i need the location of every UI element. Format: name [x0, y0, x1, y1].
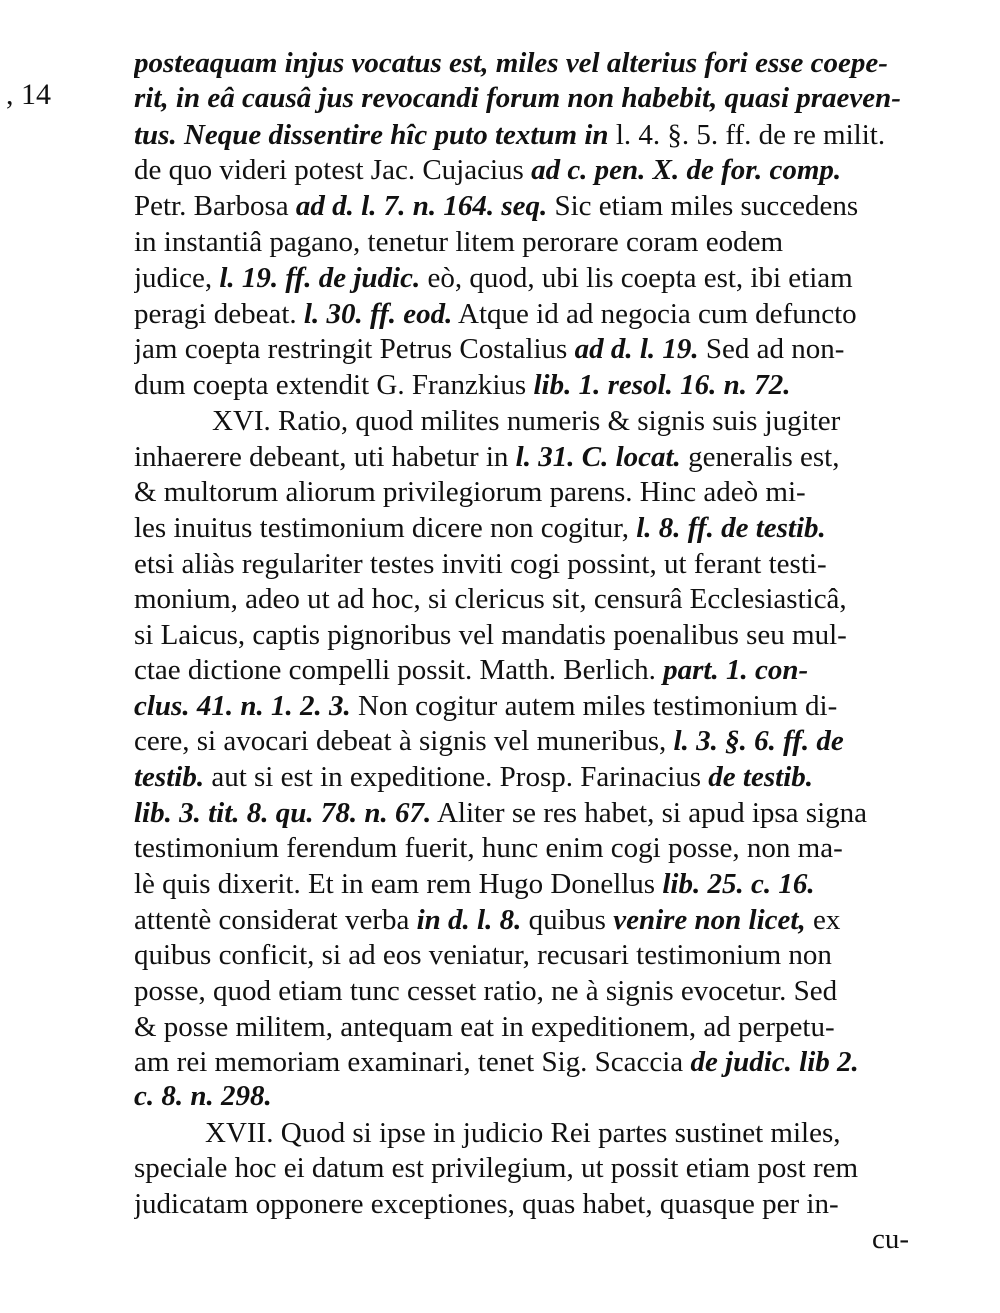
text-line: [134, 617, 909, 653]
text-segment: monium, adeo ut ad hoc, si clericus sit, censurâ Ecclesiasticâ,: [134, 583, 847, 615]
text-segment: l. 4. §. 5. ff. de re milit.: [615, 119, 886, 151]
text-line: [134, 688, 909, 724]
text-line: [134, 866, 909, 902]
text-segment: generalis est,: [680, 441, 840, 473]
text-segment: cu-: [871, 1223, 909, 1255]
citation-italic: ad d. l. 7. n. 164. seq.: [295, 190, 548, 222]
text-line: [134, 830, 909, 866]
text-segment: in instantiâ pagano, tenetur litem perorare coram eodem: [134, 226, 784, 258]
text-segment: dum coepta extendit G. Franzkius: [134, 369, 534, 401]
text-segment: testimonium ferendum fuerit, hunc enim cogi posse, non ma-: [134, 832, 843, 864]
text-line: [134, 117, 909, 153]
text-segment: de quo videri potest Jac. Cujacius: [134, 154, 532, 186]
text-line: [205, 1115, 909, 1151]
text-line: [134, 439, 909, 475]
text-line: [212, 403, 909, 439]
citation-italic: lib. 3. tit. 8. qu. 78. n. 67.: [134, 797, 432, 829]
citation-italic: l. 30. ff. eod.: [303, 298, 453, 330]
text-line: [134, 474, 909, 510]
citation-italic: ad d. l. 19.: [574, 333, 699, 365]
text-segment: les inuitus testimonium dicere non cogitur,: [134, 512, 637, 544]
text-segment: am rei memoriam examinari, tenet Sig. Scaccia: [134, 1046, 691, 1078]
text-segment: Petr. Barbosa: [134, 190, 296, 222]
citation-italic: c. 8. n. 298.: [134, 1080, 272, 1112]
text-segment: peragi debeat.: [134, 298, 304, 330]
text-line: [134, 723, 909, 759]
text-line: [134, 1186, 909, 1222]
text-segment: Sic etiam miles succedens: [547, 190, 859, 222]
text-line: [134, 1078, 909, 1114]
citation-italic: testib.: [134, 761, 205, 793]
text-line: [134, 652, 909, 688]
citation-italic: part. 1. con-: [663, 654, 809, 686]
text-segment: speciale hoc ei datum est privilegium, ut possit etiam post rem: [134, 1152, 859, 1184]
citation-italic: de testib.: [708, 761, 813, 793]
citation-italic: posteaquam injus vocatus est, miles vel alterius fori esse coepe-: [134, 47, 888, 79]
text-line: [134, 1044, 909, 1080]
text-line: [134, 795, 909, 831]
citation-italic: Neque dissentire hîc puto textum in: [176, 119, 616, 151]
text-segment: cere, si avocari debeat à signis vel muneribus,: [134, 725, 674, 757]
citation-italic: ad c. pen. X. de for. comp.: [531, 154, 842, 186]
text-segment: posse, quod etiam tunc cesset ratio, ne à signis evocetur. Sed: [134, 975, 838, 1007]
citation-italic: l. 31. C. locat.: [515, 441, 681, 473]
text-line: [134, 546, 909, 582]
citation-italic: lib. 1. resol. 16. n. 72.: [533, 369, 791, 401]
text-segment: XVII. Quod si ipse in judicio Rei partes sustinet miles,: [205, 1117, 841, 1149]
text-line: [134, 1221, 909, 1257]
citation-italic: l. 3. §. 6. ff. de: [673, 725, 844, 757]
text-segment: ex: [805, 904, 841, 936]
text-line: [134, 152, 909, 188]
text-line: [134, 937, 909, 973]
text-segment: Atque id ad negocia cum defuncto: [452, 298, 857, 330]
citation-italic: l. 8. ff. de testib.: [636, 512, 826, 544]
text-segment: lè quis dixerit. Et in eam rem Hugo Donellus: [134, 868, 663, 900]
text-segment: etsi aliàs regulariter testes inviti cogi possint, ut ferant testi-: [134, 548, 827, 580]
text-line: [134, 188, 909, 224]
text-segment: quibus: [521, 904, 614, 936]
citation-italic: l. 19. ff. de judic.: [219, 262, 421, 294]
text-line: [134, 973, 909, 1009]
text-segment: Non cogitur autem miles testimonium di-: [350, 690, 838, 722]
text-segment: aut si est in expeditione. Prosp. Farinacius: [204, 761, 709, 793]
citation-italic: de judic. lib 2.: [690, 1046, 859, 1078]
text-line: [134, 224, 909, 260]
text-segment: XVI. Ratio, quod milites numeris & signis suis jugiter: [212, 405, 841, 437]
citation-italic: rit, in eâ causâ jus revocandi forum non habebit, quasi praeven-: [134, 82, 901, 114]
text-line: [134, 1150, 909, 1186]
text-line: [134, 367, 909, 403]
text-line: [134, 1009, 909, 1045]
text-line: [134, 759, 909, 795]
text-line: [134, 581, 909, 617]
citation-italic: tus.: [134, 119, 177, 151]
text-line: [134, 80, 909, 116]
citation-italic: in d. l. 8.: [416, 904, 522, 936]
citation-italic: lib. 25. c. 16.: [662, 868, 815, 900]
page-number: , 14: [6, 78, 51, 111]
citation-italic: clus. 41. n. 1. 2. 3.: [134, 690, 351, 722]
text-segment: ctae dictione compelli possit. Matth. Berlich.: [134, 654, 664, 686]
text-line: [134, 260, 909, 296]
text-segment: quibus conficit, si ad eos veniatur, recusari testimonium non: [134, 939, 832, 971]
citation-italic: venire non licet,: [613, 904, 806, 936]
text-segment: eò, quod, ubi lis coepta est, ibi etiam: [420, 262, 853, 294]
text-segment: Sed ad non-: [698, 333, 845, 365]
text-line: [134, 902, 909, 938]
text-segment: si Laicus, captis pignoribus vel mandatis poenalibus seu mul-: [134, 619, 847, 651]
text-segment: judicatam opponere exceptiones, quas habet, quasque per in-: [134, 1188, 839, 1220]
text-segment: inhaerere debeant, uti habetur in: [134, 441, 516, 473]
text-segment: attentè considerat verba: [134, 904, 417, 936]
text-segment: & multorum aliorum privilegiorum parens. Hinc adeò mi-: [134, 476, 806, 508]
text-line: [134, 510, 909, 546]
text-line: [134, 45, 909, 81]
text-segment: Aliter se res habet, si apud ipsa signa: [431, 797, 868, 829]
text-segment: jam coepta restringit Petrus Costalius: [134, 333, 575, 365]
text-segment: judice,: [134, 262, 220, 294]
text-line: [134, 331, 909, 367]
text-segment: & posse militem, antequam eat in expeditionem, ad perpetu-: [134, 1011, 835, 1043]
text-line: [134, 296, 909, 332]
